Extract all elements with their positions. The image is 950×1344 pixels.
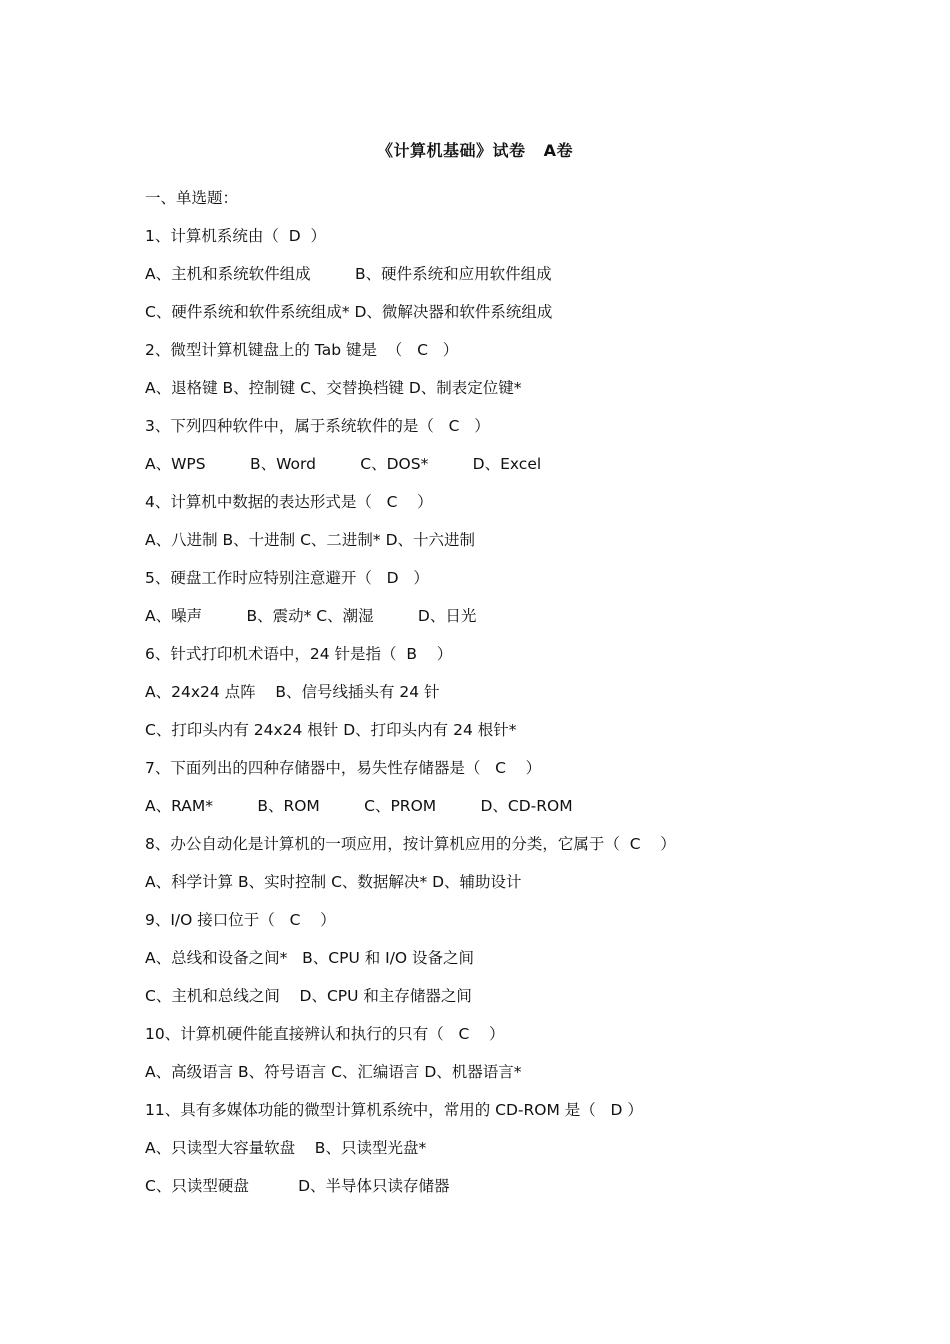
question-7-options: A、RAM* B、ROM C、PROM D、CD-ROM (145, 797, 573, 815)
question-6-options-c-d: C、打印头内有 24x24 根针 D、打印头内有 24 根针* (145, 721, 517, 739)
question-6-options-a-b: A、24x24 点阵 B、信号线插头有 24 针 (145, 683, 440, 701)
question-3-options: A、WPS B、Word C、DOS* D、Excel (145, 455, 542, 473)
question-11: 11、具有多媒体功能的微型计算机系统中，常用的 CD-ROM 是（ D ） (145, 1101, 643, 1119)
question-3: 3、下列四种软件中，属于系统软件的是（ C ） (145, 417, 490, 435)
exam-title: 《计算机基础》试卷 A卷 (376, 141, 574, 160)
question-2-options: A、退格键 B、控制键 C、交替换档键 D、制表定位键* (145, 379, 522, 397)
question-10: 10、计算机硬件能直接辨认和执行的只有（ C ） (145, 1025, 505, 1043)
question-11-options-a-b: A、只读型大容量软盘 B、只读型光盘* (145, 1139, 427, 1157)
question-8: 8、办公自动化是计算机的一项应用，按计算机应用的分类，它属于（ C ） (145, 835, 676, 853)
question-5: 5、硬盘工作时应特别注意避开（ D ） (145, 569, 429, 587)
question-lines (145, 187, 905, 1213)
question-1: 1、计算机系统由（ D ） (145, 227, 327, 245)
question-5-options: A、噪声 B、震动* C、潮湿 D、日光 (145, 607, 477, 625)
question-10-options: A、高级语言 B、符号语言 C、汇编语言 D、机器语言* (145, 1063, 522, 1081)
question-1-options-a-b: A、主机和系统软件组成 B、硬件系统和应用软件组成 (145, 265, 552, 283)
question-2: 2、微型计算机键盘上的 Tab 键是 （ C ） (145, 341, 459, 359)
question-9: 9、I/O 接口位于（ C ） (145, 911, 336, 929)
question-1-options-c-d: C、硬件系统和软件系统组成* D、微解决器和软件系统组成 (145, 303, 553, 321)
question-8-options: A、科学计算 B、实时控制 C、数据解决* D、辅助设计 (145, 873, 522, 891)
section-heading: 一、单选题： (145, 189, 239, 207)
question-6: 6、针式打印机术语中，24 针是指（ B ） (145, 645, 453, 663)
question-9-options-c-d: C、主机和总线之间 D、CPU 和主存储器之间 (145, 987, 472, 1005)
question-4: 4、计算机中数据的表达形式是（ C ） (145, 493, 433, 511)
question-7: 7、下面列出的四种存储器中，易失性存储器是（ C ） (145, 759, 542, 777)
question-9-options-a-b: A、总线和设备之间* B、CPU 和 I/O 设备之间 (145, 949, 475, 967)
question-11-options-c-d: C、只读型硬盘 D、半导体只读存储器 (145, 1177, 450, 1195)
question-4-options: A、八进制 B、十进制 C、二进制* D、十六进制 (145, 531, 476, 549)
